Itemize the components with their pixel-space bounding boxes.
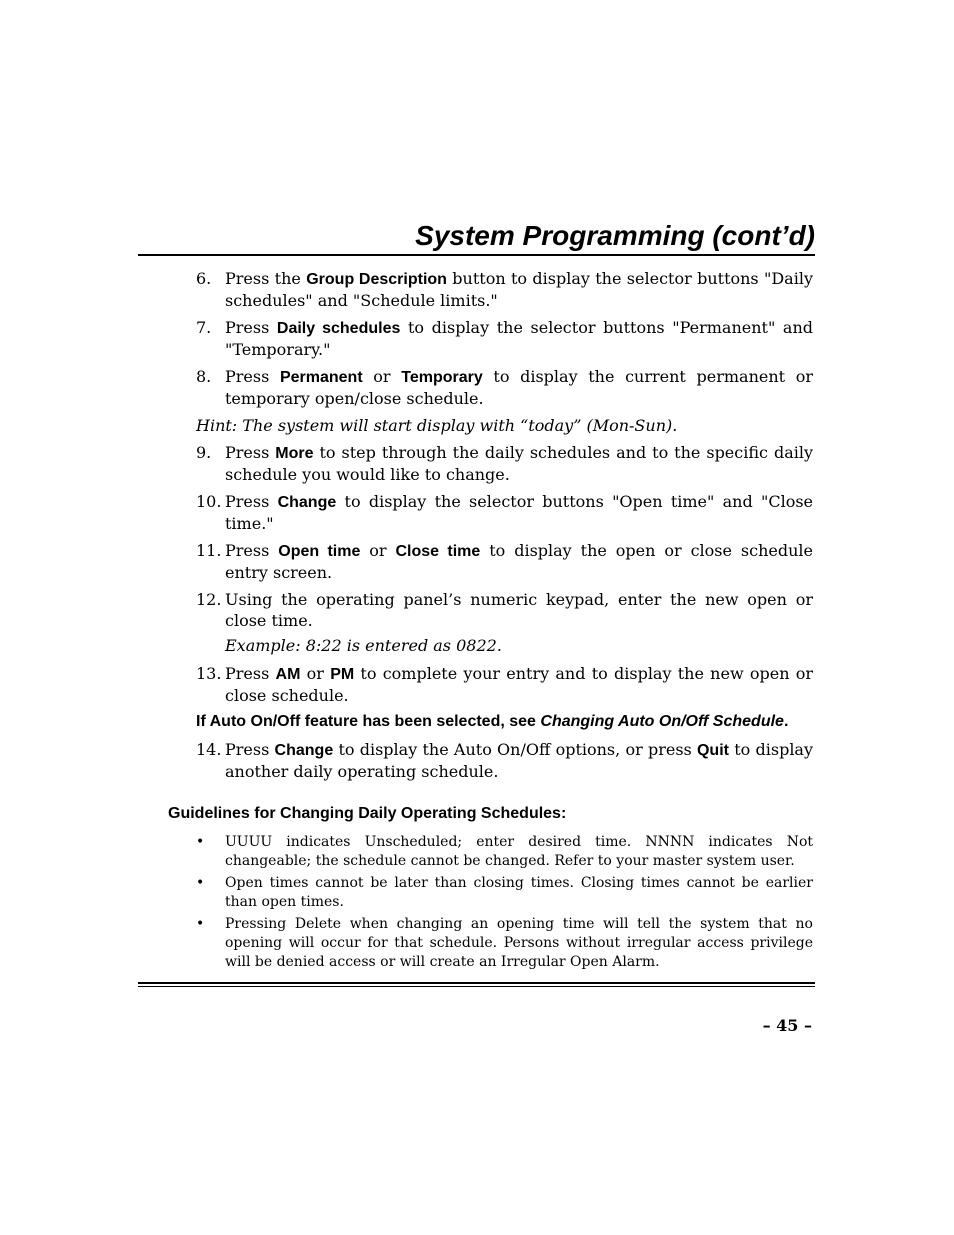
step-number: 12. [196, 590, 222, 609]
button-name: Quit [696, 742, 729, 759]
button-name: Change [277, 494, 337, 511]
button-name: Daily schedules [276, 320, 401, 337]
note-end: . [783, 713, 789, 730]
example-text: Example: 8:22 is entered as 0822. [225, 636, 502, 655]
title-rule [138, 254, 815, 256]
list-item [196, 874, 813, 912]
guidelines-heading: Guidelines for Changing Daily Operating Schedules: [168, 805, 567, 822]
step-number: 9. [196, 443, 212, 462]
list-item-text: UUUU indicates Unscheduled; enter desired time. NNNN indicates Not changeable; the schedule cannot be changed. Refer to your master system user. [225, 834, 813, 869]
step-text: button to display the selector buttons "Daily schedules" and "Schedule limits." [225, 269, 813, 310]
step-number: 7. [196, 318, 212, 337]
step-item [196, 540, 813, 583]
step-item [196, 491, 813, 534]
auto-onoff-note [196, 712, 813, 732]
step-text: to display another daily operating schedule. [225, 740, 814, 781]
step-text: to step through the daily schedules and to the specific daily schedule you would like to change. [225, 443, 814, 484]
step-item [196, 317, 813, 360]
bullet-icon: • [196, 916, 205, 932]
button-name: Open time [278, 543, 361, 560]
step-text: Press [225, 492, 278, 511]
page-title: System Programming (cont’d) [415, 220, 815, 251]
step-text: Using the operating panel’s numeric keypad, enter the new open or close time. [225, 590, 813, 630]
step-text: Press [225, 664, 276, 683]
bullet-icon: • [196, 875, 205, 891]
step-item [196, 268, 813, 311]
step-text: Press [225, 443, 276, 462]
button-name: Group Description [306, 271, 447, 288]
step-text: to display the selector buttons "Permanent" and "Temporary." [225, 318, 814, 359]
button-name: AM [275, 666, 301, 683]
step-text: Press the [225, 269, 307, 288]
step-item [196, 589, 813, 631]
button-name: Close time [395, 543, 481, 560]
step-number: 13. [196, 664, 222, 683]
hint-text: Hint: The system will start display with “today” (Mon-Sun). [196, 416, 678, 435]
step-text: Press [225, 318, 277, 337]
list-item [196, 915, 813, 972]
bullet-icon: • [196, 834, 205, 850]
button-name: More [275, 445, 314, 462]
step-item [196, 366, 813, 409]
step-text: or [360, 541, 396, 560]
list-item-text: Open times cannot be later than closing times. Closing times cannot be earlier than open times. [225, 875, 813, 910]
step-item [196, 442, 813, 485]
steps-section [196, 268, 813, 788]
step-text: to display the selector buttons "Open time" and "Close time." [225, 492, 814, 533]
button-name: Change [274, 742, 334, 759]
step-number: 14. [196, 740, 222, 759]
step-text: Press [225, 740, 275, 759]
step-text: to display the open or close schedule entry screen. [225, 541, 813, 582]
footer-rule-top [138, 982, 815, 984]
step-text: or [362, 367, 402, 386]
step-number: 6. [196, 269, 212, 288]
step-text: Press [225, 541, 279, 560]
step-text: or [300, 664, 331, 683]
note-lead: If Auto On/Off feature has been selected, see [196, 713, 541, 730]
button-name: Temporary [401, 369, 483, 386]
step-item [196, 739, 813, 782]
step-text: to complete your entry and to display the new open or close schedule. [225, 664, 814, 705]
step-text: Press [225, 367, 280, 386]
list-item-text: Pressing Delete when changing an opening time will tell the system that no opening will occur for that schedule. Persons without irregular access privilege will be denied access or will create an Irregular Open Alarm. [225, 916, 813, 970]
footer-rule-bottom [138, 986, 815, 987]
step-number: 8. [196, 367, 212, 386]
step-number: 11. [196, 541, 222, 560]
step-number: 10. [196, 492, 222, 511]
list-item [196, 833, 813, 871]
button-name: PM [330, 666, 355, 683]
button-name: Permanent [279, 369, 363, 386]
step-text: to display the Auto On/Off options, or press [333, 740, 697, 759]
page-number: – 45 – [762, 1016, 812, 1035]
note-reference: Changing Auto On/Off Schedule [540, 713, 784, 730]
step-text: to display the current permanent or temporary open/close schedule. [225, 367, 814, 408]
step-item [196, 663, 813, 706]
guidelines-list [196, 833, 813, 975]
